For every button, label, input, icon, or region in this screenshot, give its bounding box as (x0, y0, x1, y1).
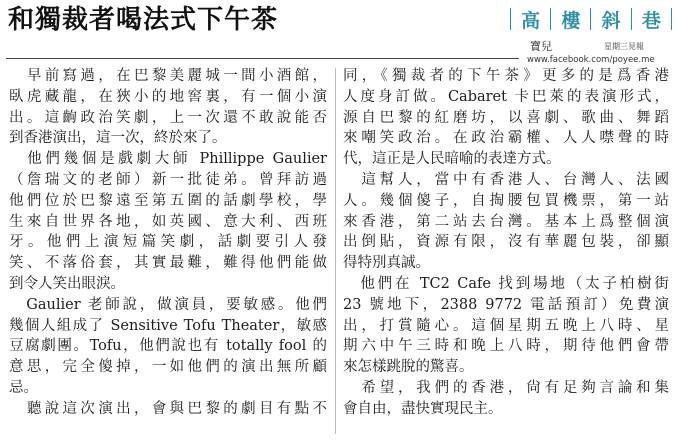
text-line: 會自由，盡快實現民主。 (343, 400, 503, 417)
column-name-divider (550, 8, 551, 30)
text-line: 來香港，第二站去台灣。基本上爲整個演 (343, 213, 669, 230)
text-line: 得特別真誠。 (343, 255, 430, 272)
column-name-char: 巷 (641, 9, 661, 32)
text-line: 源自巴黎的紅磨坊，以喜劇、歌曲、舞蹈 (343, 109, 669, 126)
text-line: 牙。他們上演短篇笑劇，話劇要引人發 (9, 234, 327, 251)
text-line: 同，《獨裁者的下午茶》更多的是爲香港 (343, 68, 669, 84)
text-line: 笑、不落俗套，其實最難，難得他們能做 (9, 255, 327, 272)
publication-day: 星期三見報 (604, 42, 644, 51)
text-line: 來怎樣跳脫的驚喜。 (343, 359, 474, 376)
text-line: 到香港演出，這一次，終於來了。 (9, 130, 227, 147)
text-line: 出。這齣政治笑劇，上一次還不敢說能否 (9, 109, 327, 126)
text-line: 意思，完全傻掉，一如他們的演出無所顧 (9, 359, 327, 376)
column-name-divider (510, 8, 511, 30)
text-line: 代，這正是人民暗喻的表達方式。 (343, 151, 561, 168)
column-name-char: 樓 (561, 9, 581, 32)
column-name-divider (590, 8, 591, 30)
text-line: 幾個人組成了 Sensitive Tofu Theater，敏感 (9, 317, 327, 334)
text-line: 臥虎藏龍，在狹小的地窖裏，有一個小演 (9, 88, 327, 105)
left-text-column (9, 66, 327, 420)
text-line: 忌。 (9, 379, 38, 396)
text-line: 23 號地下，2388 9772 電話預訂）免費演 (343, 296, 669, 313)
column-divider (335, 68, 336, 434)
text-line: 人。幾個傻子，自掏腰包買機票，第一站 (343, 192, 669, 209)
text-line: 來嘲笑政治。在政治霸權、人人噤聲的時 (343, 130, 669, 147)
text-line: 希望，我們的香港，尙有足夠言論和集 (343, 379, 669, 396)
text-line: 豆腐劇團。Tofu，他們說也有 totally fool 的 (9, 338, 327, 355)
column-name (510, 4, 672, 34)
column-name-char: 高 (521, 9, 541, 32)
text-line: 早前寫過，在巴黎美麗城一間小酒館， (9, 68, 327, 84)
author-website: www.facebook.com/poyee.me (527, 55, 655, 65)
text-line: 這幫人，當中有香港人、台灣人、法國 (343, 171, 669, 188)
text-line: 生來自世界各地，如英國、意大利、西班 (9, 213, 327, 230)
text-line: 到令人笑出眼淚。 (9, 275, 125, 292)
article-headline: 和獨裁者喝法式下午茶 (8, 5, 279, 35)
text-line: 他們位於巴黎遠至第五圍的話劇學校，學 (9, 192, 327, 209)
headline-rule (6, 58, 519, 59)
text-line: 出倒貼，資源有限，沒有華麗包裝，卻顯 (343, 234, 669, 251)
column-name-char: 斜 (601, 9, 621, 32)
text-line: （詹瑞文的老師）新一批徒弟。曾拜訪過 (9, 171, 327, 188)
column-name-divider (671, 8, 672, 30)
text-line: 他們幾個是戲劇大師 Phillippe Gaulier (9, 151, 327, 168)
text-line: 聽說這次演出，會與巴黎的劇目有點不 (9, 400, 327, 417)
text-line: 期六中午三時和晚上八時，期待他們會帶 (343, 338, 669, 355)
text-line: 他們在 TC2 Cafe 找到場地（太子柏樹街 (343, 275, 669, 292)
right-text-column (343, 66, 669, 420)
author-byline: 寶兒 (530, 40, 552, 53)
text-line: 人度身訂做。Cabaret 卡巴萊的表演形式， (343, 88, 669, 105)
text-line: 出，打賞隨心。這個星期五晚上八時、星 (343, 317, 669, 334)
text-line: Gaulier 老師說，做演員，要敏感。他們 (9, 296, 327, 313)
column-name-divider (631, 8, 632, 30)
